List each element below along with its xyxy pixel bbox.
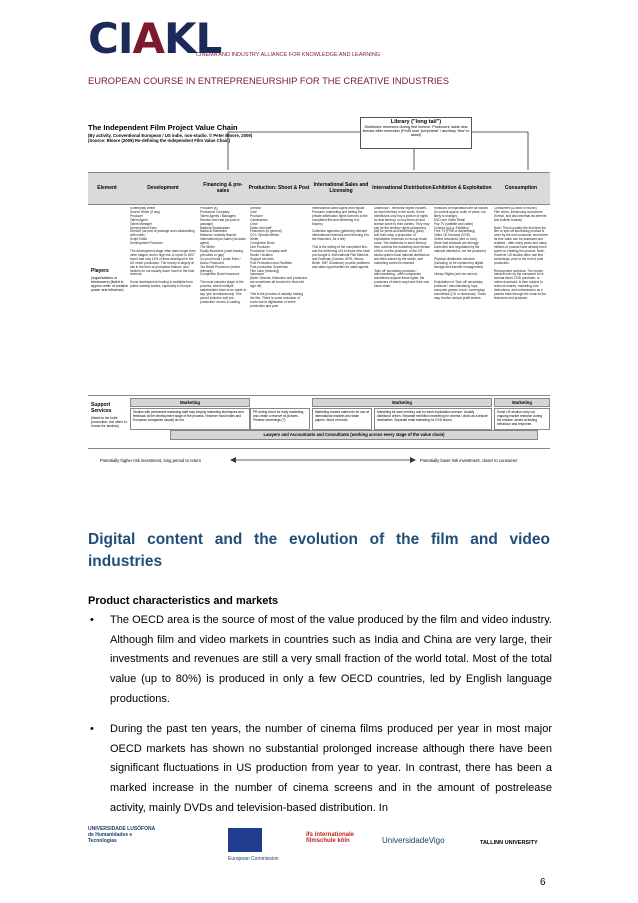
stage-exhibition: Exhibition & Exploitation bbox=[432, 184, 492, 191]
stage-development: Development bbox=[147, 184, 179, 191]
course-title: EUROPEAN COURSE IN ENTREPRENEURSHIP FOR THE CREATIVE INDUSTRIES bbox=[88, 75, 449, 86]
players-development: Screenplay Writer Source Writer (if any) Producer Talent Agent Talent Manager Development Exec Director (as part of package and collaborating with writer) Script Editor Development Financier The development stage often lasts longer than other stages, and is high risk. A report in 2007 found that only 16% of films developed in the UK reach production. The money is largely at risk in the form of production finance, and funders do not usually share much in the final revenue. Some development funding is available from public subsidy bodies, especially in Europe. bbox=[130, 207, 196, 289]
players-distribution: Distributor / Territorial Rights Holders - for each territory in the world. Some distributors only buy a portion of rights for that territory, so buy them all and license some to third parties. They may pay for the territory rights (advances), pay for prints and advertising (p&a), and then keep a proportion of exploitation revenues to recoup those costs. The distributor in each territory then controls the marketing and release of film, not the producer. In the US studio system local national distributors are often owned by the studio, and marketing control is retained. 'Spin off' secondary products / merchandising - often companies sometimes acquire these rights, the producers of which may have their own value chain. bbox=[374, 207, 430, 289]
library-arrows bbox=[88, 112, 550, 174]
section-heading-cont: industries bbox=[88, 553, 163, 570]
marketing-box-production: PR during shoot for early marketing, and create a reserve of pictures. Preview screenings (?) bbox=[250, 408, 310, 430]
figure-title: The Independent Film Project Value Chain bbox=[88, 123, 238, 132]
stage-financing: Financing & pre-sales bbox=[203, 181, 243, 194]
players-label bbox=[88, 268, 129, 292]
marketing-header-1: Marketing bbox=[130, 398, 250, 407]
section-heading: Digital content and the evolution of the film and video bbox=[88, 531, 550, 548]
support-divider bbox=[88, 395, 550, 396]
risk-arrow-left-text: Potentially higher risk investment, long period to return bbox=[100, 458, 202, 463]
bullet-text: The OECD area is the source of most of the value produced by the film and video industry. Although film and video markets in countries such as India and China are very large, their investments and revenues are still a very small fraction of the world total. Most of the total value (up to 80%) is produced in only a few OECD countries, led by English language productions. bbox=[110, 614, 552, 705]
players-label-text: Players bbox=[91, 268, 109, 274]
section-subheading: Product characteristics and markets bbox=[88, 595, 279, 607]
support-label-text: Support Services bbox=[91, 402, 112, 414]
marketing-header-3: Marketing bbox=[494, 398, 550, 407]
lawyers-bar: Lawyers and Accountants and Consultants (working across every stage of the value chain) bbox=[170, 430, 538, 440]
stage-consumption: Consumption bbox=[504, 184, 538, 191]
eu-flag-icon bbox=[228, 828, 262, 852]
logo-ifs: ifs internationale filmschule köln bbox=[306, 832, 355, 844]
logo-vigo: UniversidadeVigo bbox=[382, 836, 445, 845]
bullet-item bbox=[88, 611, 552, 710]
marketing-header-2: Marketing bbox=[312, 398, 492, 407]
figure-subtitle-line: (By activity. Conventional European / US indie, non-studio. © Peter Bloore, 2009) bbox=[88, 133, 253, 138]
players-production: Director Cast Producer Cameraman Crew Editor and staff Financiers (in general) CGI / Special effects Writer Completion Bond Line Producer Production Company staff Studio / location Support services Post Production and Facilities Post production Supervisor Film Labs (reducing) Insurance (Note: Director, financiers and producers are sometimes all involved in final edit sign off) This is the process of actually making the film. There is some reduction of costs due to digitisation of entire production and post bbox=[250, 207, 308, 308]
bottom-divider bbox=[88, 448, 550, 449]
logo-tagline: CINEMA AND INDUSTRY ALLIANCE FOR KNOWLEDGE AND LEARNING bbox=[196, 52, 381, 58]
stage-element: Element bbox=[97, 184, 117, 191]
players-exhibition: Windows of exploitation are as follows (in current approx order of value, but likely to change): DVD and Video Retail Pay TV (satellite and cable) Cinema (a.k.a. Exhibitor) Free TV (PSB or Advertising) Video On Demand (VOD) Online download (rent or own) (Note that windows are strongly controlled and negotiated by the national distributor, not the producer) Physical distribution services (including, to be replaced by digital storage and transfer management) Library Rights (see box above) Exploitation of 'Spin-off' secondary products / merchandising, toys, computer games, book / screenplay, soundtrack (CD or download). These may involve various profit shares. bbox=[434, 207, 488, 300]
figure-source-line: (Source: Bloore (2009) Re-defining the Independent Film Value Chain) bbox=[88, 138, 231, 143]
risk-arrow-right-text: Potentially lower risk investment, closer to consumer bbox=[420, 458, 518, 463]
stage-international-distribution: International Distribution bbox=[372, 184, 432, 191]
partner-logos bbox=[88, 826, 552, 876]
logo-european-commission: European Commission bbox=[228, 856, 279, 862]
bullet-item bbox=[88, 720, 552, 819]
bullet-dot: • bbox=[90, 723, 94, 735]
bullet-dot: • bbox=[90, 614, 94, 626]
marketing-box-sales: Marketing creates sales info for use at international markets and trade papers. Word of mouth. bbox=[312, 408, 372, 430]
players-sales: International Sales Agent and regular Producer (marketing and selling the private distribution rights licences to the completed film and delivering it to buyers) Collection agencies (gathering relevant international revenues and returning it to the financiers, for a fee) This is the selling of the completed film, and the delivering of it to those who have pre-bought it. International Film Markets and Festivals (Cannes, AFM, Venice, Berlin, MIP, Sundance) provide platforms and sales opportunities for sales agents. bbox=[312, 207, 370, 269]
support-note: (listed to far indie production, but often in-house for studios) bbox=[91, 416, 128, 428]
marketing-box-distribution: Marketing for each territory and for each exploitation avenue. Usually distributor driven. Separate exhibition marketing for cinema / chain as a leisure destination. Separate retail marketing for DVD stores. bbox=[374, 408, 492, 430]
library-text: Distributor revenues during first licence. Producers' adds new license after reversion (Profit over 'peripheral' / ancillary 'flow' to asset) bbox=[362, 125, 470, 137]
page-number: 6 bbox=[540, 877, 546, 888]
bullet-text: During the past ten years, the number of cinema films produced per year in most major OECD markets has shown no substantial prolonged increase although there have been significant fluctuations in US production from year to year. In contrast, there has been a marked increase in the number of cinema screens and in the amount of postrelease activity, mainly DVDs and television-based distribution. In bbox=[110, 723, 552, 814]
value-chain-figure bbox=[88, 112, 550, 472]
players-note: (organisations or freelancers) (listed in approx order of creative power and influence) bbox=[91, 276, 128, 292]
ciakl-logo bbox=[88, 14, 381, 68]
support-label bbox=[88, 402, 129, 428]
logo-wordmark: CIAKL bbox=[88, 14, 222, 63]
marketing-box-consumption: Some US studios carry out ongoing market research during the release, aimed at testing behaviour and response. bbox=[494, 408, 550, 430]
logo-tallinn: TALLINN UNIVERSITY bbox=[480, 840, 538, 846]
library-title: Library ("long tail") bbox=[390, 119, 442, 125]
players-consumption: Consumers (& word of mouth) Film critics, influencing consumers (formal, and also informal via internet and bulletin boards) Note: This is usually the first time the film or spin-off secondary product is seen by the end consumer, and where its true value can be assessed and realised - after many years and many millions of pounds have already been spent on creating the product. Note: However US studios often use test screenings, prior to the end of post production. Recoupment corridors: The money handed over by the consumer for a cinema ticket, DVD purchase, or online download, is then subject to revenue shares, marketing cost deductions, and commissions as it passes back through the chain to the financiers and producer. bbox=[494, 207, 549, 300]
stage-international-sales: International Sales and Licensing bbox=[313, 181, 369, 194]
marketing-box-development: Studios with permanent marketing staff may employ marketing techniques and feedback at the development stage of the process. However most indies and European companies usually do not. bbox=[130, 408, 250, 430]
logo-lusofona: UNIVERSIDADE LUSÓFONA de Humanidades e Tecnologias bbox=[88, 826, 156, 844]
players-financing: Producer (s) Production Company Talent Agents / Managers Director and cast (as part of package) National Broadcaster National Distributor National / subsidy finance International pre-sales (via sales agent) The Writer Equity financiers (cash-flowing pre-sales or gap) Co-prod funds / prods Exec / Assoc Producers Tax Break Producers (where relevant) Completion Bond Insurance The most complex stage of the process, where multiple stakeholders have to be made to say 'yes' simultaneously. This period includes 'soft pre-production' recces & casting. bbox=[200, 207, 247, 304]
stage-production: Production: Shoot & Post bbox=[248, 184, 310, 191]
